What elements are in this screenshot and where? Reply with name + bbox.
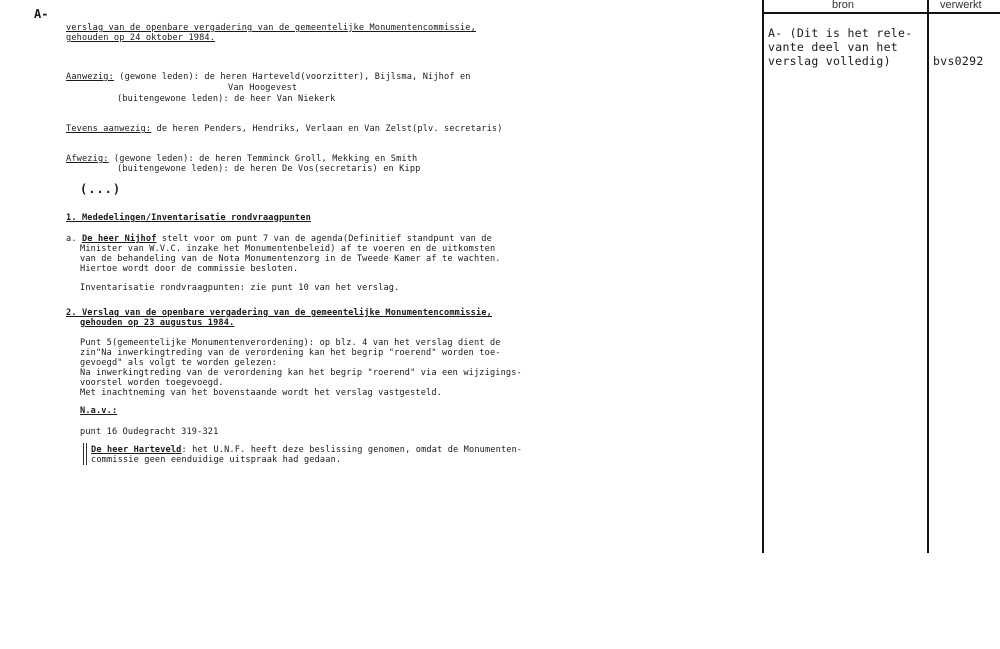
sidebar-note-line3: verslag volledig) — [768, 54, 891, 68]
report-title-line2: gehouden op 24 oktober 1984. — [66, 33, 216, 43]
bron-column-left-border — [762, 0, 764, 553]
section2-line6: Met inachtneming van het bovenstaande wordt het verslag vastgesteld. — [80, 388, 443, 398]
nav-item: punt 16 Oudegracht 319-321 — [80, 427, 219, 437]
item-prefix: a. — [66, 234, 77, 244]
section2-line4: Na inwerkingtreding van de verordening kan het begrip "roerend" via een wijzigings- — [80, 368, 522, 378]
verwerkt-column-left-border — [927, 0, 929, 553]
section1-line3: van de behandeling van de Nota Monumentenzorg in de Tweede Kamer af te wachten. — [80, 254, 501, 264]
section1-item-a-line1 — [66, 234, 492, 245]
section1-inventory: Inventarisatie rondvraagpunten: zie punt 10 van het verslag. — [80, 283, 400, 293]
also-present-line — [66, 124, 503, 135]
nav-line2: commissie geen eenduidige uitspraak had gedaan. — [91, 455, 342, 465]
present-line — [66, 72, 471, 83]
corner-label: A- — [34, 7, 49, 21]
present-extra: (buitengewone leden): de heer Van Niekerk — [117, 94, 336, 104]
section1-line4: Hiertoe wordt door de commissie besloten. — [80, 264, 299, 274]
section2-line1: Punt 5(gemeentelijke Monumentenverordening): op blz. 4 van het verslag dient de — [80, 338, 501, 348]
section1-line2: Minister van W.V.C. inzake het Monumentenbeleid) af te voeren en de uitkomsten — [80, 244, 496, 254]
section1-title: 1. Mededelingen/Inventarisatie rondvraagpunten — [66, 213, 311, 223]
column-header-rule — [762, 12, 1000, 14]
nav-line1 — [91, 445, 522, 456]
source-reference: bvs0292 — [933, 54, 984, 68]
nav-line1-text: : het U.N.F. heeft deze beslissing genomen, omdat de Monumenten- — [181, 445, 523, 455]
present-label: Aanwezig: — [66, 72, 114, 82]
present-text: (gewone leden): de heren Harteveld(voorzitter), Bijlsma, Nijhof en — [113, 72, 471, 82]
ellipsis-marker: (...) — [80, 182, 122, 196]
absent-extra: (buitengewone leden): de heren De Vos(secretaris) en Kipp — [117, 164, 421, 174]
speaker-nijhof: De heer Nijhof — [81, 234, 157, 244]
column-header-bron: bron — [832, 0, 855, 11]
absent-label: Afwezig: — [66, 154, 109, 164]
section2-title-line1: 2. Verslag van de openbare vergadering van de gemeentelijke Monumentencommissie, — [66, 308, 492, 318]
nav-title: N.a.v.: — [80, 406, 118, 416]
sidebar-note-line2: vante deel van het — [768, 40, 899, 54]
section2-line2: zin"Na inwerkingtreding van de verordening kan het begrip "roerend" worden toe- — [80, 348, 501, 358]
speaker-harteveld: De heer Harteveld — [91, 445, 182, 455]
margin-double-bar — [83, 443, 87, 465]
sidebar-note-line1: A- (Dit is het rele- — [768, 26, 913, 40]
also-present-text: de heren Penders, Hendriks, Verlaan en Van Zelst(plv. secretaris) — [151, 124, 503, 134]
absent-line — [66, 154, 417, 165]
report-title-line1: verslag van de openbare vergadering van de gemeentelijke Monumentencommissie, — [66, 23, 476, 33]
present-continuation: Van Hoogevest — [228, 83, 298, 93]
section1-line1-text: stelt voor om punt 7 van de agenda(Definitief standpunt van de — [156, 234, 492, 244]
column-header-verwerkt: verwerkt — [940, 0, 982, 11]
also-present-label: Tevens aanwezig: — [66, 124, 152, 134]
section2-title-line2: gehouden op 23 augustus 1984. — [80, 318, 235, 328]
section2-line5: voorstel worden toegevoegd. — [80, 378, 224, 388]
section2-line3: gevoegd" als volgt te worden gelezen: — [80, 358, 277, 368]
absent-text: (gewone leden): de heren Temminck Groll, Mekking en Smith — [108, 154, 418, 164]
